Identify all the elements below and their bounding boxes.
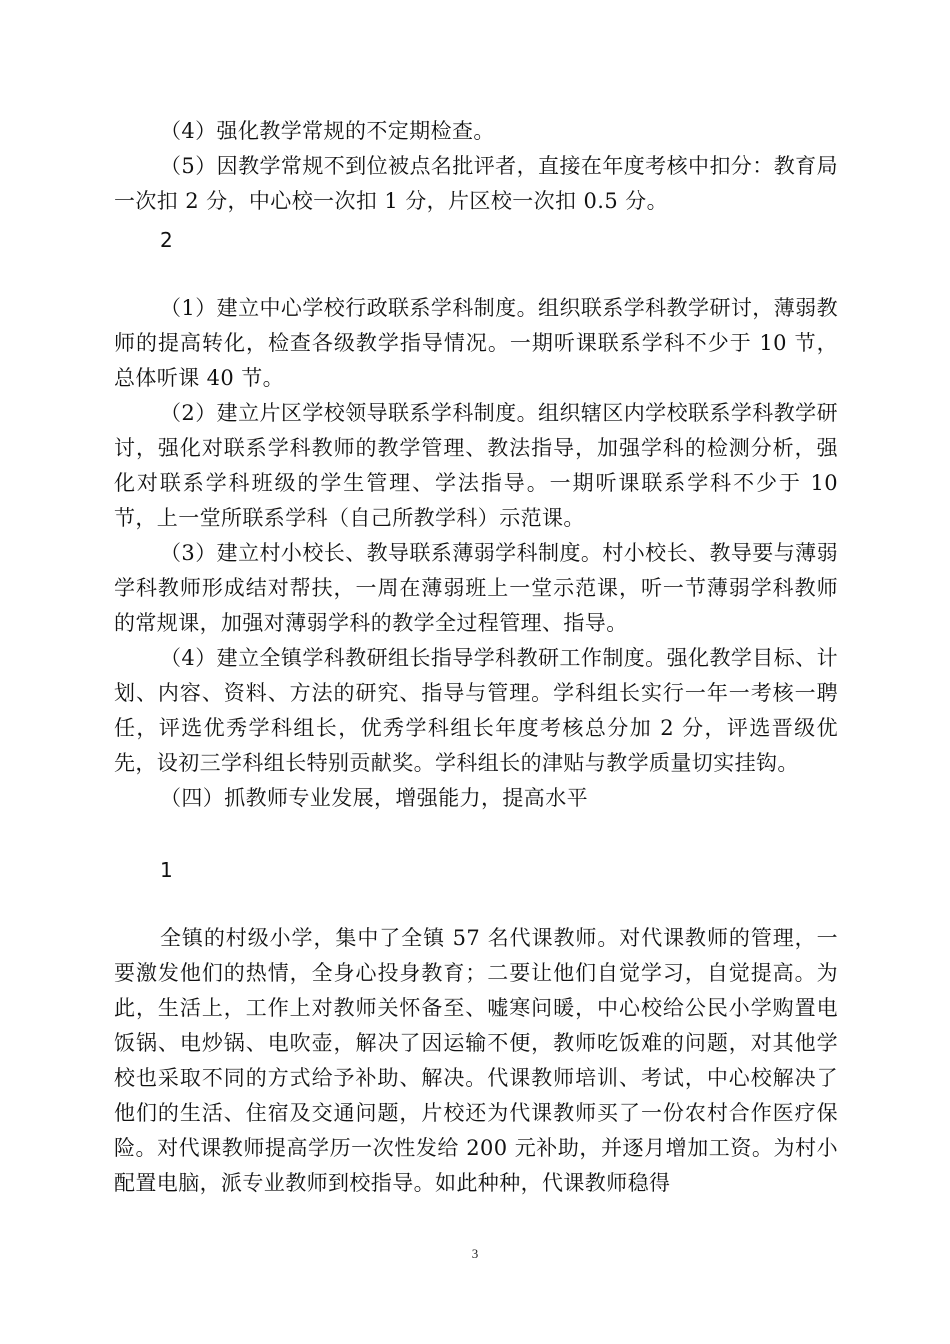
page-number: 3 — [471, 1246, 479, 1261]
paragraph: 全镇的村级小学，集中了全镇 57 名代课教师。对代课教师的管理，一要激发他们的热情，全身心投身教育；二要让他们自觉学习，自觉提高。为此，生活上，工作上对教师关怀备至、嘘寒问暖，中心校给公民小学购置电饭锅、电炒锅、电吹壶，解决了因运输不便，教师吃饭难的问题，对其他学校也采取不同的方式给予补助、解决。代课教师培训、考试，中心校解决了他们的生活、住宿及交通问题，片校还为代课教师买了一份农村合作医疗保险。对代课教师提高学历一次性发给 200 元补助，并逐月增加工资。为村小配置电脑，派专业教师到校指导。如此种种，代课教师稳得 — [114, 926, 838, 1195]
paragraph-group-b — [114, 291, 838, 816]
section-number: 2 — [160, 228, 173, 252]
paragraph: （4）建立全镇学科教研组长指导学科教研工作制度。强化教学目标、计划、内容、资料、方法的研究、指导与管理。学科组长实行一年一考核一聘任，评选优秀学科组长，优秀学科组长年度考核总分加 2 分，评选晋级优先，设初三学科组长特别贡献奖。学科组长的津贴与教学质量切实挂钩。 — [114, 646, 838, 775]
paragraph: （5）因教学常规不到位被点名批评者，直接在年度考核中扣分：教育局一次扣 2 分，中心校一次扣 1 分，片区校一次扣 0.5 分。 — [114, 154, 838, 213]
paragraph: （3）建立村小校长、教导联系薄弱学科制度。村小校长、教导要与薄弱学科教师形成结对帮扶，一周在薄弱班上一堂示范课，听一节薄弱学科教师的常规课，加强对薄弱学科的教学全过程管理、指导。 — [114, 541, 838, 635]
paragraph-group-c — [114, 921, 838, 1201]
paragraph-group-a — [114, 114, 838, 219]
section-number: 1 — [160, 858, 173, 882]
paragraph: （2）建立片区学校领导联系学科制度。组织辖区内学校联系学科教学研讨，强化对联系学科教师的教学管理、教法指导，加强学科的检测分析，强化对联系学科班级的学生管理、学法指导。一期听课联系学科不少于 10 节，上一堂所联系学科（自己所教学科）示范课。 — [114, 401, 838, 530]
section-heading: （四）抓教师专业发展，增强能力，提高水平 — [160, 786, 588, 810]
paragraph: （1）建立中心学校行政联系学科制度。组织联系学科教学研讨，薄弱教师的提高转化，检查各级教学指导情况。一期听课联系学科不少于 10 节，总体听课 40 节。 — [114, 296, 838, 390]
paragraph: （4）强化教学常规的不定期检查。 — [160, 119, 495, 143]
